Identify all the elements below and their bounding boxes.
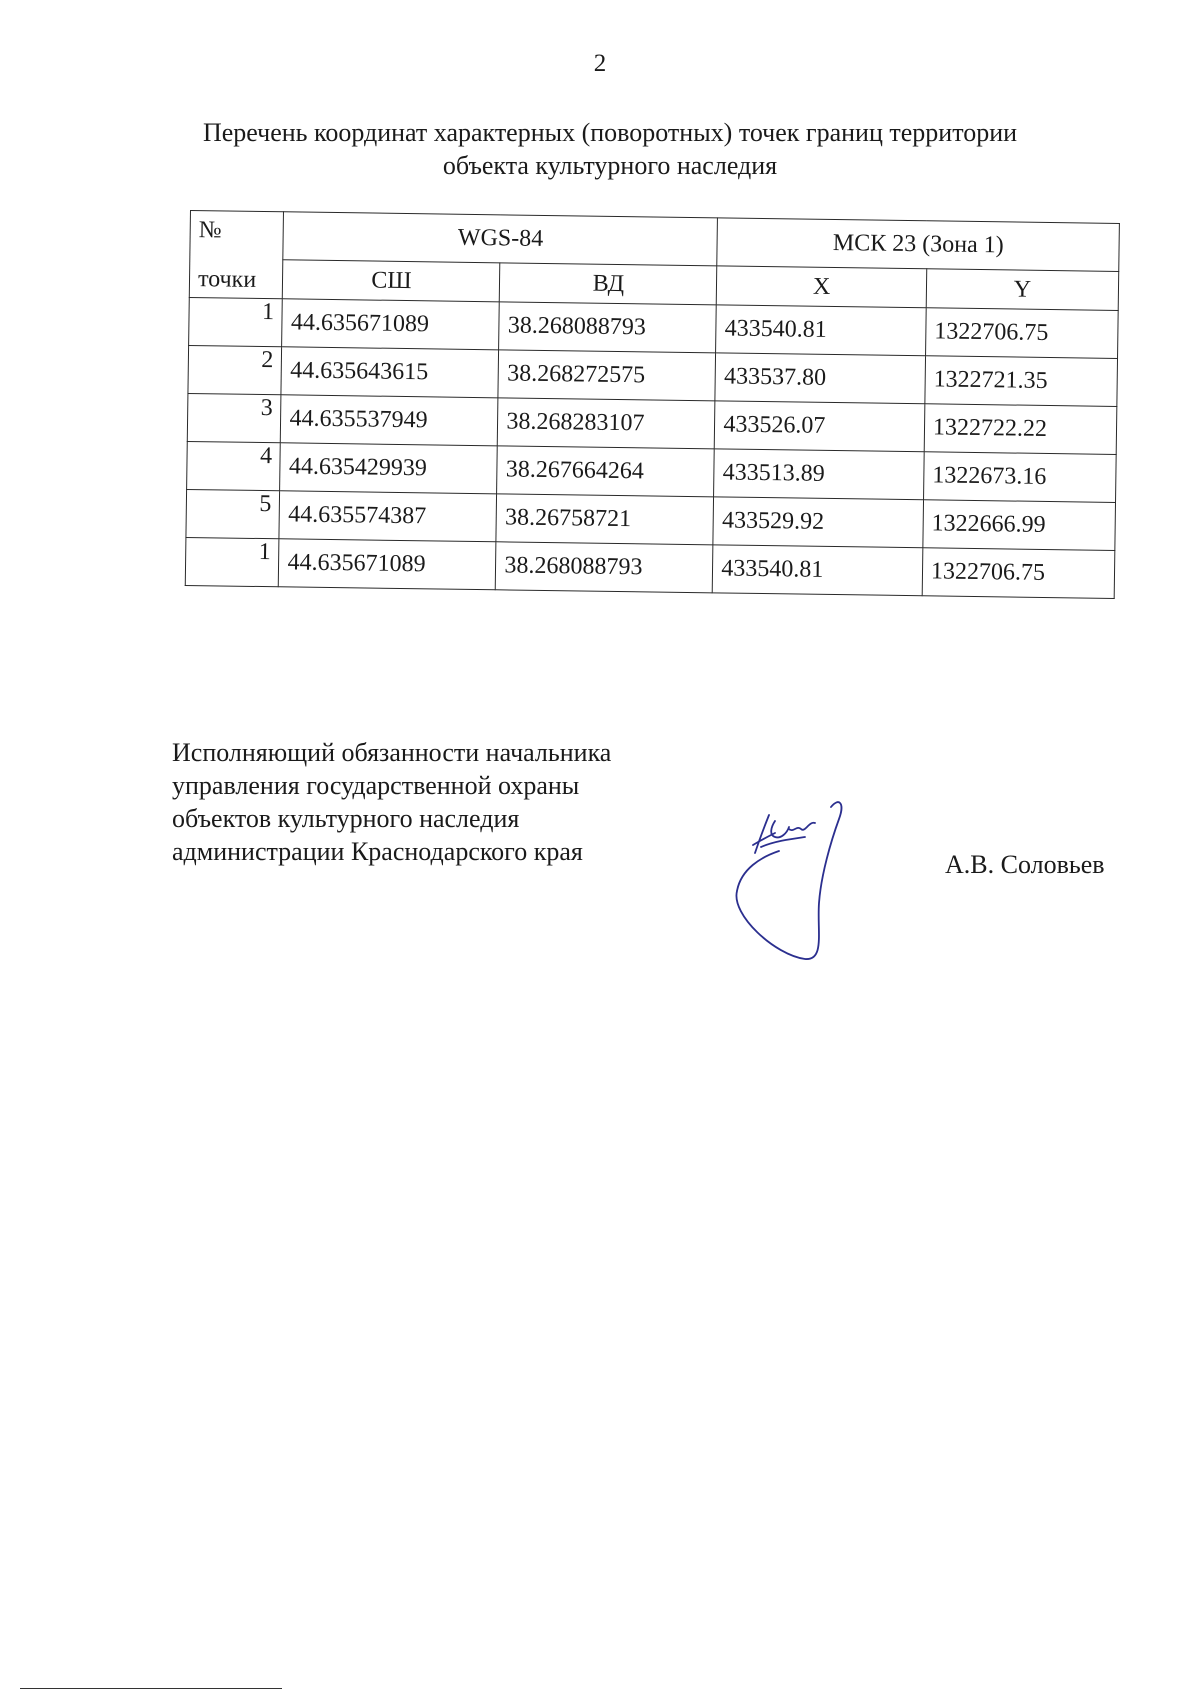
point-number-header [189, 211, 284, 299]
y-cell: 1322706.75 [925, 308, 1118, 359]
lat-header: СШ [283, 260, 500, 302]
x-cell: 433537.80 [715, 353, 925, 404]
x-cell: 433529.92 [713, 497, 923, 548]
signer-line-1: Исполняющий обязанности начальника [172, 738, 612, 767]
signer-name: А.В. Соловьев [945, 850, 1105, 879]
longitude-cell: 38.268283107 [498, 398, 716, 449]
point-number-cell: 1 [189, 297, 283, 346]
signer-title [172, 736, 611, 868]
handwritten-signature [735, 795, 875, 965]
y-cell: 1322721.35 [925, 356, 1118, 407]
x-cell: 433526.07 [715, 401, 925, 452]
point-word: точки [197, 266, 257, 293]
x-cell: 433540.81 [713, 545, 923, 596]
longitude-cell: 38.268272575 [498, 350, 716, 401]
x-header: X [717, 266, 927, 308]
wgs84-header: WGS-84 [283, 212, 718, 266]
x-cell: 433540.81 [716, 305, 926, 356]
latitude-cell: 44.635574387 [279, 491, 497, 542]
msk23-header: МСК 23 (Зона 1) [717, 218, 1119, 272]
lon-header: ВД [500, 263, 717, 305]
y-cell: 1322673.16 [923, 452, 1116, 503]
y-header: Y [926, 269, 1119, 311]
latitude-cell: 44.635671089 [279, 539, 497, 590]
point-number-cell: 5 [186, 489, 280, 538]
latitude-cell: 44.635671089 [282, 299, 500, 350]
title-line-2: объекта культурного наследия [442, 151, 778, 180]
x-cell: 433513.89 [714, 449, 924, 500]
signer-line-4: администрации Краснодарского края [172, 837, 583, 866]
longitude-cell: 38.268088793 [496, 542, 714, 593]
signer-line-3: объектов культурного наследия [172, 804, 520, 833]
longitude-cell: 38.267664264 [497, 446, 715, 497]
document-title [160, 116, 1060, 182]
y-cell: 1322666.99 [923, 500, 1116, 551]
signer-line-2: управления государственной охраны [172, 771, 580, 800]
latitude-cell: 44.635429939 [280, 443, 498, 494]
title-line-1: Перечень координат характерных (поворотных) точек границ территории [202, 118, 1018, 147]
latitude-cell: 44.635537949 [281, 395, 499, 446]
point-number-cell: 4 [187, 441, 281, 490]
coordinates-table [185, 210, 1120, 599]
latitude-cell: 44.635643615 [281, 347, 499, 398]
page-number: 2 [593, 50, 607, 77]
y-cell: 1322706.75 [922, 548, 1115, 599]
footnote-rule [20, 1688, 282, 1689]
point-number-cell: 3 [187, 393, 281, 442]
longitude-cell: 38.268088793 [499, 302, 717, 353]
y-cell: 1322722.22 [924, 404, 1117, 455]
point-number-cell: 2 [188, 345, 282, 394]
longitude-cell: 38.26758721 [496, 494, 714, 545]
number-sign: № [198, 217, 222, 244]
point-number-cell: 1 [185, 537, 279, 586]
signature-stroke [736, 802, 841, 959]
